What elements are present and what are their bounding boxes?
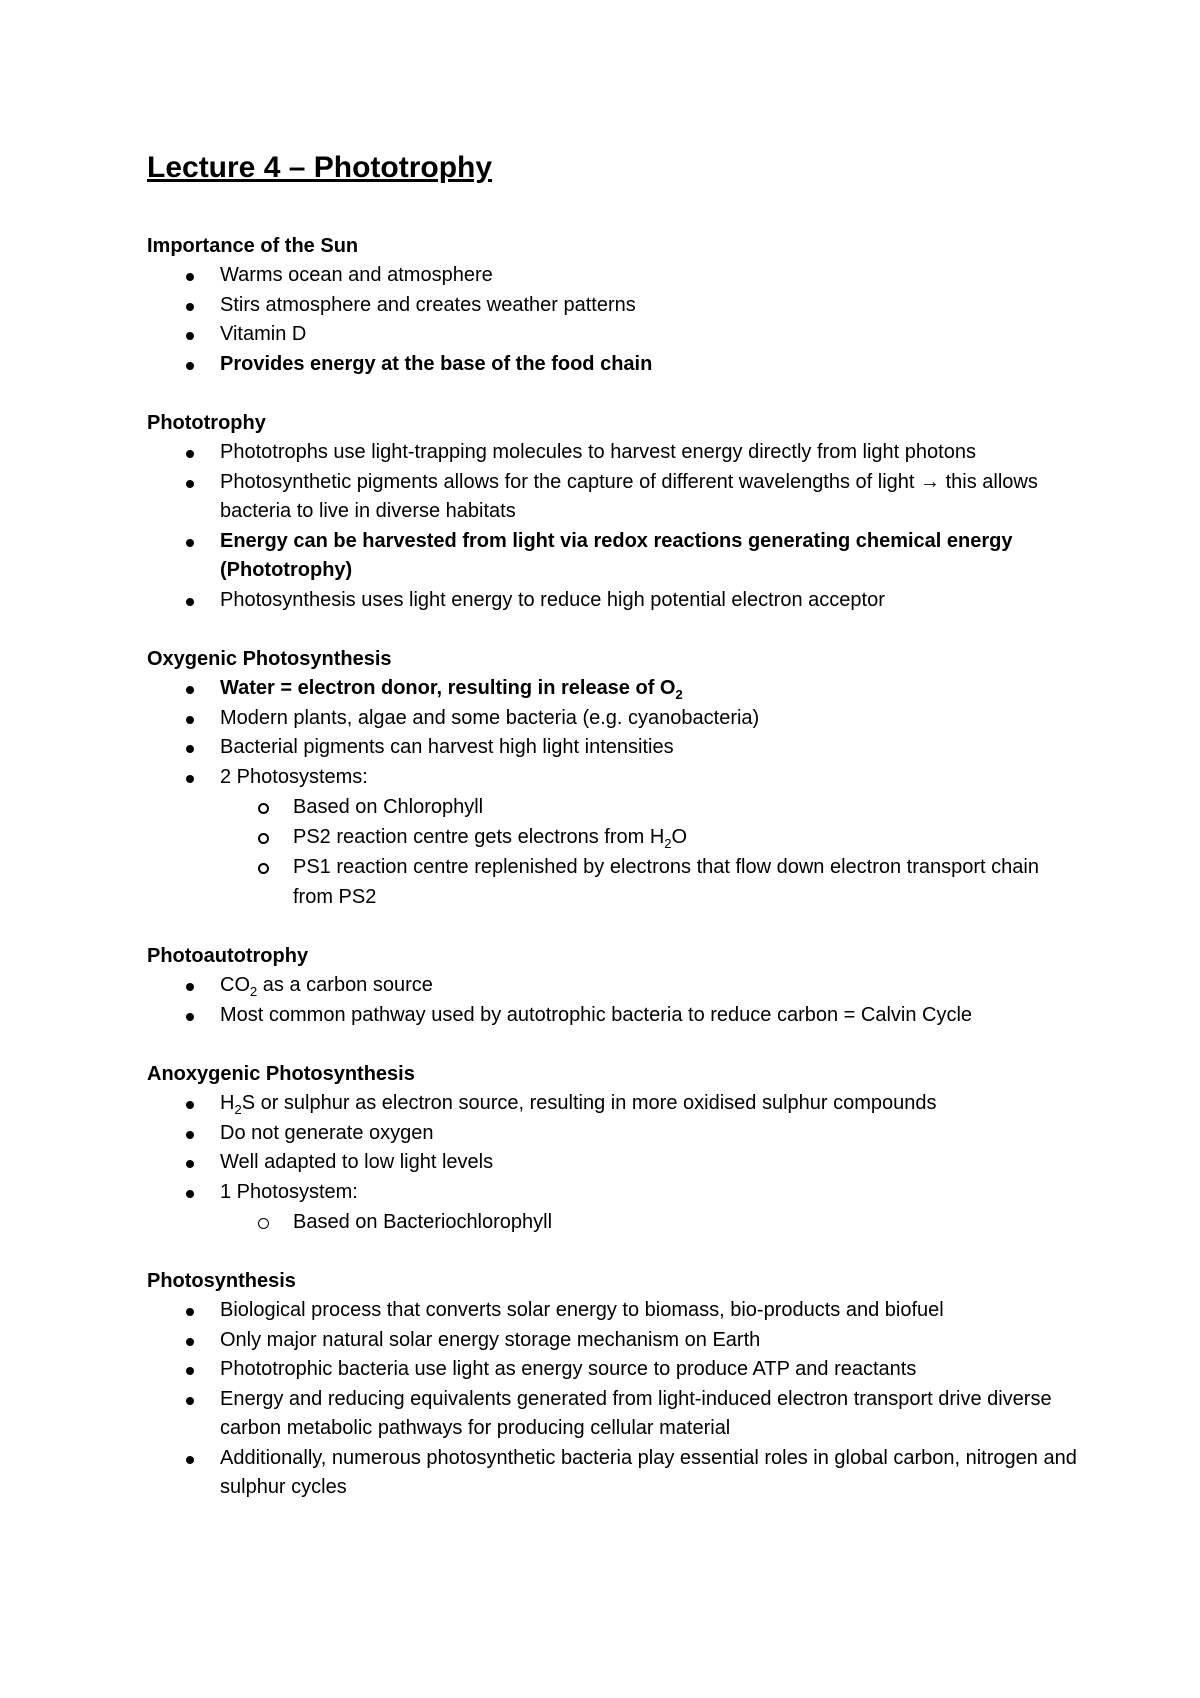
bullet-icon bbox=[186, 1308, 194, 1316]
bullet-icon bbox=[186, 539, 194, 547]
bullet-icon bbox=[186, 1397, 194, 1405]
section-heading: Anoxygenic Photosynthesis bbox=[147, 1063, 415, 1085]
section-heading: Photoautotrophy bbox=[147, 945, 309, 967]
bullet-list bbox=[147, 674, 1077, 912]
circle-bullet-icon bbox=[258, 803, 269, 814]
bullet-icon bbox=[186, 303, 194, 311]
list-item: Do not generate oxygen bbox=[220, 1119, 1077, 1149]
list-item: Photosynthesis uses light energy to reduce high potential electron acceptor bbox=[220, 586, 1077, 616]
list-item: 2 Photosystems: Based on Chlorophyll PS2 reaction centre gets electrons from $H_2O$ PS1 reaction centre replenished by electrons that flow down electron transport chain from PS2 bbox=[220, 763, 1077, 913]
bullet-icon bbox=[186, 332, 194, 340]
bullet-icon bbox=[186, 983, 194, 991]
sub-bullet-list bbox=[220, 792, 1077, 912]
list-item: Photosynthetic pigments allows for the capture of different wavelengths of light → this allows bacteria to live in diverse habitats bbox=[220, 468, 1077, 527]
bullet-icon bbox=[186, 1013, 194, 1021]
list-item: Stirs atmosphere and creates weather patterns bbox=[220, 291, 1077, 321]
bullet-icon bbox=[186, 1160, 194, 1168]
bullet-icon bbox=[186, 598, 194, 606]
sub-list-item: PS2 reaction centre gets electrons from $H_2O$ bbox=[293, 822, 1077, 852]
sub-bullet-list bbox=[220, 1207, 1077, 1237]
bullet-icon bbox=[186, 1190, 194, 1198]
list-item: Only major natural solar energy storage mechanism on Earth bbox=[220, 1326, 1077, 1356]
list-item: Phototrophs use light-trapping molecules to harvest energy directly from light photons bbox=[220, 438, 1077, 468]
circle-bullet-icon bbox=[258, 863, 269, 874]
list-item: Energy and reducing equivalents generated from light-induced electron transport drive diverse carbon metabolic pathways for producing cellular material bbox=[220, 1385, 1077, 1444]
bullet-icon bbox=[186, 1367, 194, 1375]
circle-bullet-icon bbox=[258, 833, 269, 844]
page-title: Lecture 4 – Phototrophy bbox=[147, 151, 493, 184]
bullet-icon bbox=[186, 775, 194, 783]
bullet-list bbox=[147, 261, 1077, 379]
section-oxygenic-photosynthesis bbox=[147, 645, 1077, 912]
section-photoautotrophy bbox=[147, 942, 1077, 1030]
bullet-icon bbox=[186, 362, 194, 370]
list-item: $CO_2$ as a carbon source bbox=[220, 971, 1077, 1001]
list-item: Biological process that converts solar energy to biomass, bio-products and biofuel bbox=[220, 1296, 1077, 1326]
list-item: Most common pathway used by autotrophic bacteria to reduce carbon = Calvin Cycle bbox=[220, 1001, 1077, 1031]
sub-list-item: PS1 reaction centre replenished by electrons that flow down electron transport chain from PS2 bbox=[293, 852, 1077, 912]
bullet-icon bbox=[186, 1101, 194, 1109]
list-item: Provides energy at the base of the food chain bbox=[220, 350, 1077, 380]
list-item: Modern plants, algae and some bacteria (e.g. cyanobacteria) bbox=[220, 704, 1077, 734]
list-item: Bacterial pigments can harvest high light intensities bbox=[220, 733, 1077, 763]
circle-bullet-icon bbox=[258, 1218, 269, 1229]
section-heading: Phototrophy bbox=[147, 412, 266, 434]
bullet-list bbox=[147, 1296, 1077, 1503]
section-importance-of-the-sun bbox=[147, 232, 1077, 379]
list-item: Energy can be harvested from light via redox reactions generating chemical energy (Phototrophy) bbox=[220, 527, 1077, 586]
section-phototrophy bbox=[147, 409, 1077, 615]
bullet-icon bbox=[186, 686, 194, 694]
bullet-icon bbox=[186, 480, 194, 488]
list-item: $H_2S$ or sulphur as electron source, resulting in more oxidised sulphur compounds bbox=[220, 1089, 1077, 1119]
bullet-icon bbox=[186, 745, 194, 753]
bullet-icon bbox=[186, 273, 194, 281]
list-item: Water = electron donor, resulting in release of $O_2$ bbox=[220, 674, 1077, 704]
bullet-icon bbox=[186, 450, 194, 458]
document-page bbox=[147, 148, 1077, 1533]
section-heading: Photosynthesis bbox=[147, 1270, 296, 1292]
bullet-list bbox=[147, 438, 1077, 615]
section-photosynthesis bbox=[147, 1267, 1077, 1503]
bullet-icon bbox=[186, 1338, 194, 1346]
bullet-list bbox=[147, 971, 1077, 1030]
sub-list-item: Based on Chlorophyll bbox=[293, 792, 1077, 822]
bullet-icon bbox=[186, 716, 194, 724]
section-heading: Importance of the Sun bbox=[147, 235, 359, 257]
list-item: Vitamin D bbox=[220, 320, 1077, 350]
sub-list-item: Based on Bacteriochlorophyll bbox=[293, 1207, 1077, 1237]
list-item: 1 Photosystem: Based on Bacteriochlorophyll bbox=[220, 1178, 1077, 1238]
bullet-list bbox=[147, 1089, 1077, 1237]
bullet-icon bbox=[186, 1131, 194, 1139]
section-anoxygenic-photosynthesis bbox=[147, 1060, 1077, 1237]
list-item: Warms ocean and atmosphere bbox=[220, 261, 1077, 291]
list-item: Phototrophic bacteria use light as energy source to produce ATP and reactants bbox=[220, 1355, 1077, 1385]
list-item: Well adapted to low light levels bbox=[220, 1148, 1077, 1178]
list-item: Additionally, numerous photosynthetic bacteria play essential roles in global carbon, nitrogen and sulphur cycles bbox=[220, 1444, 1077, 1503]
bullet-icon bbox=[186, 1456, 194, 1464]
section-heading: Oxygenic Photosynthesis bbox=[147, 648, 392, 670]
